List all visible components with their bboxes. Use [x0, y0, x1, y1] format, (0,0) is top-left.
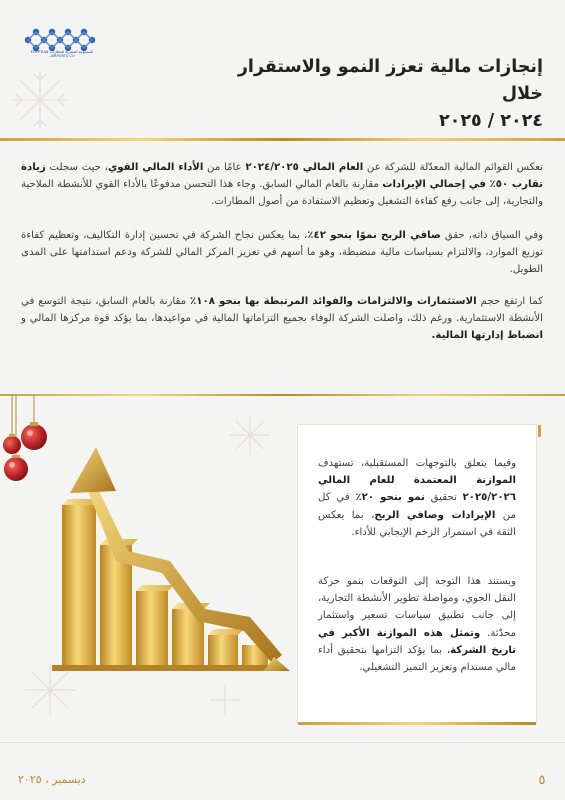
- text-fragment: كما ارتفع حجم: [476, 296, 543, 307]
- page-title: [203, 54, 543, 135]
- text-fragment: مقارنة بالعام المالي السابق. وجاء هذا التحسن مدفوعًا بالأداء القوي للأنشطة الملاحية والتجارية، إلى جانب رفع كفاءة التشغيل وتعظيم الاستفادة من أصول المطارات.: [21, 178, 543, 207]
- text-fragment: ، حيث سجلت: [45, 162, 108, 173]
- snowflake-icon: [0, 60, 140, 150]
- card-paragraph-outlook: [318, 573, 516, 676]
- highlight-revenue-and-profit: الإيرادات وصافي الربح: [374, 509, 496, 521]
- paragraph-net-profit: [21, 228, 543, 278]
- text-fragment: تحقيق: [424, 492, 463, 504]
- rising-bar-chart-illustration-icon: [0, 395, 300, 725]
- text-fragment: ، بما يؤكد التزامها بتحقيق أداء مالي مستدام وتعزيز التميز التشغيلي.: [318, 644, 516, 674]
- highlight-financial-discipline: انضباط إدارتها المالية.: [431, 329, 543, 341]
- card-paragraph-budget: [318, 455, 516, 541]
- christmas-ornaments-icon: [3, 395, 47, 481]
- text-fragment: في كل من: [318, 492, 516, 521]
- page-number: ٥: [538, 773, 546, 788]
- highlight-revenue-growth: زيادة تقارب ٥٠٪ في إجمالي الإيرادات: [21, 162, 543, 190]
- top-gold-divider: [0, 138, 565, 141]
- paragraph-investments: [21, 294, 543, 344]
- text-fragment: ، بما يعكس الثقة في استمرار الزخم الإيجابي للأداء.: [318, 509, 516, 538]
- card-corner-accent: [538, 425, 541, 437]
- highlight-approved-budget: الموازنة المعتمدة للعام المالي ٢٠٢٥/٢٠٢٦: [318, 475, 516, 504]
- page-title-line1: إنجازات مالية تعزز النمو والاستقرار خلال: [237, 57, 543, 104]
- page-title-line2: ٢٠٢٤ / ٢٠٢٥: [438, 111, 543, 131]
- highlight-investments: الاستثمارات والالتزامات والفوائد المرتبطة بها بنحو ١٠٨٪: [190, 296, 477, 307]
- footer-divider: [0, 742, 565, 743]
- gold-bars-icon: [52, 499, 274, 671]
- text-fragment: وفي السياق ذاته، حقق: [440, 230, 543, 241]
- footer-date: ديسمبر ، ٢٠٢٥: [18, 773, 86, 786]
- text-fragment: مقارنة بالعام السابق، نتيجة التوسع في الأنشطة الاستثمارية. ورغم ذلك، واصلت الشركة الوفاء بجميع التزاماتها المالية في مواعيدها، بما يؤكد قوة مركزها المالي و: [21, 296, 543, 324]
- paragraph-revenue: [21, 160, 543, 210]
- highlight-largest-budget: وتمثل هذه الموازنة الأكبر في تاريخ الشركة: [318, 627, 516, 656]
- text-fragment: وفيما يتعلق بالتوجهات المستقبلية، تستهدف: [318, 458, 516, 469]
- text-fragment: عامًا من: [203, 162, 246, 173]
- text-fragment: ، بما يعكس نجاح الشركة في تحسين إدارة التكاليف، وتعظيم كفاءة توزيع الموارد، والالتزام بسياسات مالية منضبطة، وهو ما أسهم في تعزيز المركز المالي للشركة ودعم استدامتها على المدى الطويل.: [21, 230, 543, 275]
- text-fragment: ويستند هذا التوجه إلى التوقعات بنمو حركة النقل الجوي، ومواصلة تطوير الأنشطة التجارية، إلى جانب تطبيق سياسات تسعير واستثمار محدّثة.: [318, 576, 517, 639]
- text-fragment: تعكس القوائم المالية المعدّلة للشركة عن: [363, 162, 544, 173]
- card-bottom-divider: [298, 722, 536, 725]
- highlight-net-profit: صافي الربح نموًا بنحو ٤٢٪: [307, 230, 441, 241]
- highlight-strong-performance: الأداء المالي القوي: [107, 162, 204, 173]
- logo-caption: المجموعة المصرية للمطارات EGYPTIAN AIRPORTS CO.: [30, 50, 94, 59]
- highlight-fiscal-year: العام المالي ٢٠٢٤/٢٠٢٥: [245, 162, 364, 173]
- highlight-growth-target: نمو بنحو ٢٠٪: [355, 492, 425, 504]
